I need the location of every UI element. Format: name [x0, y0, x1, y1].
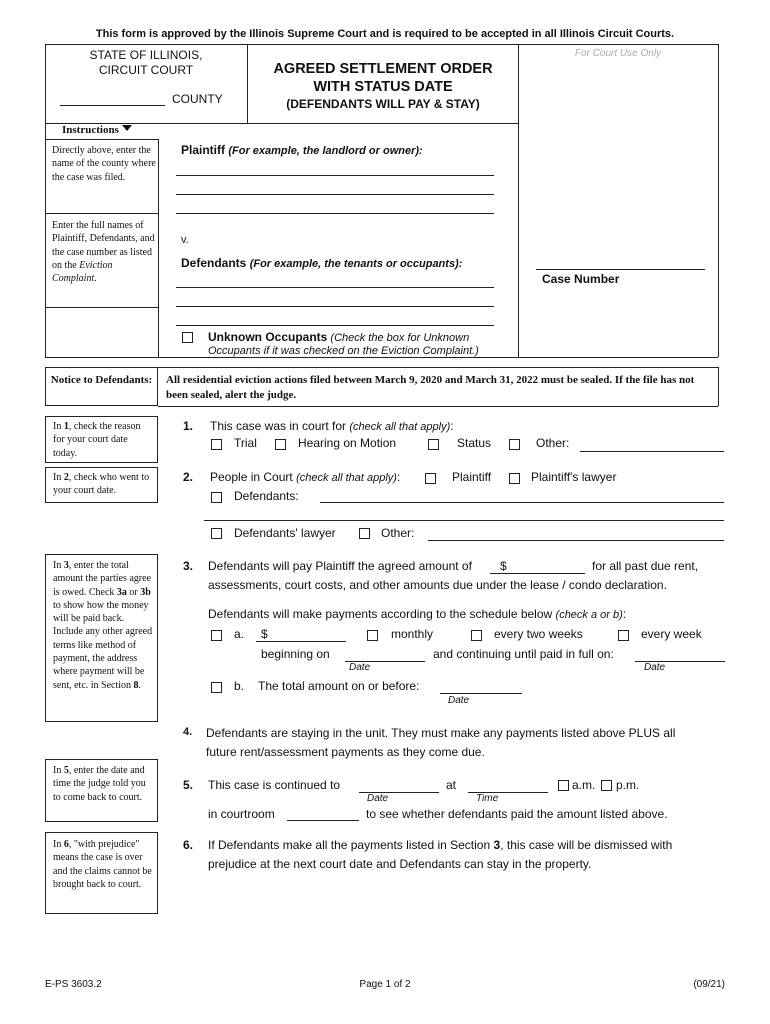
side-help-2-text: In 2, check who went to your court date. — [53, 472, 150, 497]
courtroom-label: in courtroom — [208, 807, 275, 821]
defendants-lawyer-checkbox[interactable] — [211, 528, 222, 539]
section-1-text: This case was in court for (check all that apply): — [210, 419, 454, 433]
side-help-6-text: In 6, "with prejudice" means the case is over and the claims cannot be brought back to court. — [53, 839, 152, 890]
defendants-present-checkbox[interactable] — [211, 492, 222, 503]
option-b-checkbox[interactable] — [211, 682, 222, 693]
section-2-text: People in Court (check all that apply): — [210, 470, 401, 484]
continued-date-caption: Date — [367, 793, 389, 804]
plaintiff-present-label: Plaintiff — [452, 470, 492, 484]
state-label: STATE OF ILLINOIS, — [89, 48, 203, 62]
notice-label: Notice to Defendants: — [50, 374, 153, 386]
instructions-right-border — [158, 139, 159, 357]
plaintiff-input-line-2[interactable] — [176, 194, 494, 195]
section-4-line1: Defendants are staying in the unit. They must make any payments listed above PLUS all — [206, 726, 676, 740]
amount-dollar-sign: $ — [500, 559, 507, 573]
plaintiff-present-checkbox[interactable] — [425, 473, 436, 484]
defendants-label: Defendants (For example, the tenants or occupants): — [181, 256, 463, 270]
payment-amount-input-line[interactable] — [256, 641, 346, 642]
other-present-checkbox[interactable] — [359, 528, 370, 539]
option-b-label: b. — [234, 679, 245, 693]
option-a-label: a. — [234, 627, 245, 641]
section-6-number: 6. — [183, 838, 194, 852]
court-use-label: For Court Use Only — [574, 48, 662, 59]
total-date-input-line[interactable] — [440, 693, 522, 694]
option-a-checkbox[interactable] — [211, 630, 222, 641]
trial-label: Trial — [234, 436, 257, 450]
plaintiff-input-line-3[interactable] — [176, 213, 494, 214]
case-number-label: Case Number — [542, 272, 620, 286]
caption-left-border — [45, 44, 46, 357]
plaintiffs-lawyer-checkbox[interactable] — [509, 473, 520, 484]
side-help-3-text: In 3, enter the total amount the parties agree is owed. Check 3a or 3b to show how the money will be paid back. Include any other agreed terms like method of payment, the address where payment will be sent, etc. in Section 8. — [53, 560, 153, 691]
caption-right-border — [718, 44, 719, 357]
caption-divider-2 — [518, 44, 519, 357]
section-4-number: 4. — [183, 726, 193, 738]
monthly-label: monthly — [391, 627, 434, 641]
form-subtitle: (DEFENDANTS WILL PAY & STAY) — [286, 97, 480, 111]
continuing-label: and continuing until paid in full on: — [433, 647, 614, 661]
section-3-line1-tail: for all past due rent, — [592, 559, 699, 573]
defendants-lawyer-label: Defendants' lawyer — [234, 526, 336, 540]
section-2-number: 2. — [183, 470, 194, 484]
other-reason-label: Other: — [536, 436, 570, 450]
circuit-court-label: CIRCUIT COURT — [98, 63, 194, 77]
plaintiffs-lawyer-label: Plaintiff's lawyer — [531, 470, 617, 484]
every-two-weeks-label: every two weeks — [494, 627, 583, 641]
every-two-weeks-checkbox[interactable] — [471, 630, 482, 641]
notice-bottom-line — [158, 406, 718, 407]
am-label: a.m. — [572, 778, 596, 792]
instructions-label: Instructions — [62, 124, 132, 136]
section-5-text: This case is continued to — [208, 778, 341, 792]
form-title-line2: WITH STATUS DATE — [313, 79, 453, 95]
trial-checkbox[interactable] — [211, 439, 222, 450]
approval-banner: This form is approved by the Illinois Supreme Court and is required to be accepted in all Illinois Circuit Courts. — [95, 28, 675, 40]
form-title-line1: AGREED SETTLEMENT ORDER — [273, 61, 493, 77]
unknown-occupants-hint: Occupants if it was checked on the Eviction Complaint.) — [208, 345, 479, 357]
total-before-label: The total amount on or before: — [258, 679, 420, 693]
total-date-caption: Date — [448, 695, 470, 706]
defendants-present-label: Defendants: — [234, 489, 299, 503]
hearing-label: Hearing on Motion — [298, 436, 397, 450]
defendants-input-line-2[interactable] — [176, 306, 494, 307]
versus-label: v. — [181, 234, 189, 246]
monthly-checkbox[interactable] — [367, 630, 378, 641]
caption-bottom-border — [45, 357, 718, 358]
final-date-caption: Date — [644, 662, 666, 673]
defendants-input-line-1[interactable] — [176, 287, 494, 288]
beginning-on-label: beginning on — [261, 647, 330, 661]
section-6-line1: If Defendants make all the payments listed in Section 3, this case will be dismissed with — [208, 838, 673, 852]
other-present-input-line[interactable] — [428, 540, 724, 541]
notice-top-line — [158, 367, 718, 368]
unknown-occupants-checkbox[interactable] — [182, 332, 193, 343]
hearing-checkbox[interactable] — [275, 439, 286, 450]
section-3-line2: assessments, court costs, and other amounts due under the lease / condo declaration. — [208, 578, 667, 592]
triangle-down-icon — [122, 125, 132, 132]
defendants-present-input-line-2[interactable] — [204, 520, 724, 521]
status-label: Status — [457, 436, 492, 450]
notice-text: All residential eviction actions filed between March 9, 2020 and March 31, 2022 must be sealed. If the file has not been sealed, alert the judge. — [166, 374, 695, 401]
continued-time-caption: Time — [476, 793, 499, 804]
am-checkbox[interactable] — [558, 780, 569, 791]
section-5-tail: to see whether defendants paid the amount listed above. — [366, 807, 668, 821]
instructions-header-line — [45, 139, 158, 140]
pm-label: p.m. — [616, 778, 640, 792]
every-week-checkbox[interactable] — [618, 630, 629, 641]
at-label: at — [446, 778, 457, 792]
agreed-amount-input-line[interactable] — [490, 573, 585, 574]
form-version: (09/21) — [693, 979, 725, 990]
section-5-number: 5. — [183, 778, 194, 792]
notice-right-line — [718, 367, 719, 406]
section-6-line2: prejudice at the next court date and Defendants can stay in the property. — [208, 857, 592, 871]
defendants-present-input-line[interactable] — [320, 502, 724, 503]
every-week-label: every week — [641, 627, 702, 641]
unknown-occupants-label: Unknown Occupants (Check the box for Unknown — [208, 330, 470, 344]
case-number-input-line[interactable] — [536, 269, 705, 270]
instructions-divider-1 — [45, 213, 158, 214]
instructions-divider-2 — [45, 307, 158, 308]
names-help-text: Enter the full names of Plaintiff, Defendants, and the case number as listed on the Eviction Complaint. — [52, 220, 155, 285]
other-reason-input-line[interactable] — [580, 451, 724, 452]
beginning-date-caption: Date — [349, 662, 371, 673]
section-1-number: 1. — [183, 419, 194, 433]
status-checkbox[interactable] — [428, 439, 439, 450]
side-help-1-text: In 1, check the reason for your court date today. — [53, 421, 141, 459]
pm-checkbox[interactable] — [601, 780, 612, 791]
county-label: COUNTY — [172, 92, 223, 106]
other-reason-checkbox[interactable] — [509, 439, 520, 450]
payment-dollar-sign: $ — [261, 627, 268, 641]
form-id: E-PS 3603.2 — [45, 979, 102, 990]
defendants-input-line-3[interactable] — [176, 325, 494, 326]
county-input-line[interactable] — [60, 105, 165, 106]
other-present-label: Other: — [381, 526, 415, 540]
payment-schedule-text: Defendants will make payments according to the schedule below (check a or b): — [208, 607, 627, 621]
courtroom-input-line[interactable] — [287, 820, 359, 821]
section-4-line2: future rent/assessment payments as they come due. — [206, 745, 485, 759]
plaintiff-input-line-1[interactable] — [176, 175, 494, 176]
county-help-text: Directly above, enter the name of the county where the case was filed. — [52, 145, 156, 183]
caption-top-border — [45, 44, 718, 45]
side-help-5-text: In 5, enter the date and time the judge told you to come back to court. — [53, 765, 146, 803]
page-number: Page 1 of 2 — [359, 979, 411, 990]
section-3-line1: Defendants will pay Plaintiff the agreed amount of — [208, 559, 472, 573]
section-3-number: 3. — [183, 559, 194, 573]
plaintiff-label: Plaintiff (For example, the landlord or owner): — [181, 143, 423, 157]
